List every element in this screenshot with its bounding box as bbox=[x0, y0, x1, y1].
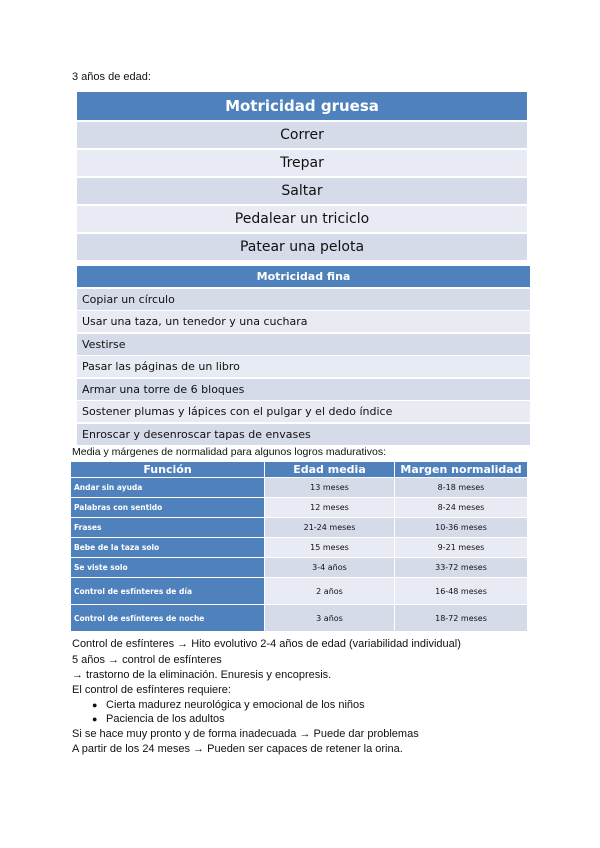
media-intro-text: Media y márgenes de normalidad para algunos logros madurativos: bbox=[72, 446, 387, 458]
header-edad-media: Edad media bbox=[265, 462, 394, 477]
header-funcion: Función bbox=[71, 462, 264, 477]
cell-edad-media: 12 meses bbox=[265, 498, 394, 517]
gross-motor-row: Saltar bbox=[77, 178, 527, 204]
note-line-6: A partir de los 24 meses → Pueden ser capaces de retener la orina. bbox=[72, 743, 403, 755]
gross-motor-row: Trepar bbox=[77, 150, 527, 176]
cell-edad-media: 3-4 años bbox=[265, 558, 394, 577]
cell-margen: 16-48 meses bbox=[395, 578, 527, 604]
cell-funcion: Palabras con sentido bbox=[71, 498, 264, 517]
cell-margen: 33-72 meses bbox=[395, 558, 527, 577]
cell-funcion: Control de esfínteres de noche bbox=[71, 605, 264, 631]
bullet-icon: ● bbox=[92, 714, 98, 724]
note-line-3: → trastorno de la eliminación. Enuresis y encopresis. bbox=[72, 669, 332, 681]
list-item bbox=[92, 699, 365, 712]
cell-margen: 18-72 meses bbox=[395, 605, 527, 631]
fine-motor-header: Motricidad fina bbox=[77, 266, 530, 287]
fine-motor-row: Copiar un círculo bbox=[77, 289, 530, 310]
fine-motor-row: Usar una taza, un tenedor y una cuchara bbox=[77, 311, 530, 332]
note-line-4: El control de esfínteres requiere: bbox=[72, 684, 231, 696]
note-line-2: 5 años → control de esfínteres bbox=[72, 654, 222, 666]
gross-motor-table bbox=[77, 92, 527, 260]
cell-margen: 10-36 meses bbox=[395, 518, 527, 537]
cell-margen: 9-21 meses bbox=[395, 538, 527, 557]
table-row bbox=[71, 518, 527, 537]
milestones-header-row bbox=[71, 462, 527, 477]
cell-edad-media: 3 años bbox=[265, 605, 394, 631]
cell-edad-media: 13 meses bbox=[265, 478, 394, 497]
cell-edad-media: 21-24 meses bbox=[265, 518, 394, 537]
table-row bbox=[71, 478, 527, 497]
table-row bbox=[71, 558, 527, 577]
gross-motor-header: Motricidad gruesa bbox=[77, 92, 527, 120]
cell-funcion: Andar sin ayuda bbox=[71, 478, 264, 497]
intro-text: 3 años de edad: bbox=[72, 71, 151, 83]
fine-motor-row: Enroscar y desenroscar tapas de envases bbox=[77, 424, 530, 445]
gross-motor-row: Patear una pelota bbox=[77, 234, 527, 260]
table-row bbox=[71, 538, 527, 557]
cell-funcion: Frases bbox=[71, 518, 264, 537]
cell-margen: 8-18 meses bbox=[395, 478, 527, 497]
cell-edad-media: 15 meses bbox=[265, 538, 394, 557]
note-line-1: Control de esfínteres → Hito evolutivo 2-4 años de edad (variabilidad individual) bbox=[72, 638, 461, 650]
bullet-icon: ● bbox=[92, 700, 98, 710]
list-item bbox=[92, 713, 225, 726]
table-row bbox=[71, 605, 527, 631]
table-row bbox=[71, 498, 527, 517]
fine-motor-row: Armar una torre de 6 bloques bbox=[77, 379, 530, 400]
cell-funcion: Control de esfínteres de día bbox=[71, 578, 264, 604]
fine-motor-row: Sostener plumas y lápices con el pulgar y el dedo índice bbox=[77, 401, 530, 422]
bullet-text: Paciencia de los adultos bbox=[106, 713, 225, 725]
gross-motor-row: Pedalear un triciclo bbox=[77, 206, 527, 232]
note-line-5: Si se hace muy pronto y de forma inadecuada → Puede dar problemas bbox=[72, 728, 419, 740]
bullet-text: Cierta madurez neurológica y emocional de los niños bbox=[106, 699, 365, 711]
fine-motor-table bbox=[77, 266, 530, 445]
header-margen: Margen normalidad bbox=[395, 462, 527, 477]
cell-funcion: Se viste solo bbox=[71, 558, 264, 577]
cell-funcion: Bebe de la taza solo bbox=[71, 538, 264, 557]
cell-margen: 8-24 meses bbox=[395, 498, 527, 517]
cell-edad-media: 2 años bbox=[265, 578, 394, 604]
fine-motor-row: Vestirse bbox=[77, 334, 530, 355]
table-row bbox=[71, 578, 527, 604]
milestones-table bbox=[71, 462, 527, 632]
fine-motor-row: Pasar las páginas de un libro bbox=[77, 356, 530, 377]
gross-motor-row: Correr bbox=[77, 122, 527, 148]
